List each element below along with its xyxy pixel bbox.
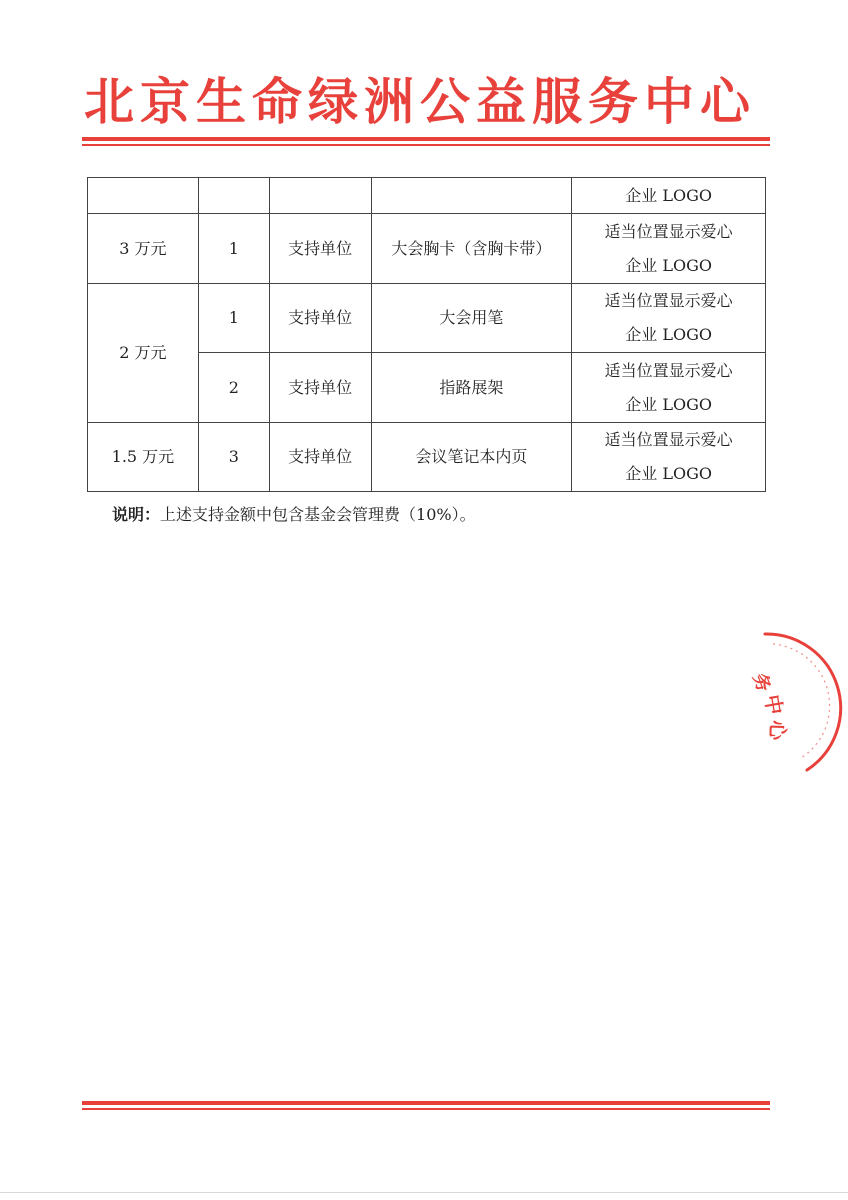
type-cell: 支持单位 [269,214,371,284]
seal-text: 中 [760,692,788,717]
table-row [88,178,766,214]
amount-cell: 1.5 万元 [88,423,199,492]
type-cell [269,178,371,214]
item-cell: 会议笔记本内页 [371,423,572,492]
qty-cell [198,178,269,214]
table-row [88,284,766,353]
note-label: 说明： [112,505,161,524]
letterhead-title: 北京生命绿洲公益服务中心 [84,73,756,131]
amount-cell: 2 万元 [88,284,199,423]
benefit-line: 适当位置显示爱心 [604,291,733,310]
type-cell: 支持单位 [269,353,371,423]
benefit-line: 企业 LOGO [625,464,712,483]
benefit-line: 适当位置显示爱心 [604,430,733,449]
item-cell [371,178,572,214]
letterhead-rule-thick [82,137,770,141]
note-text: 上述支持金额中包含基金会管理费（10%）。 [160,505,476,524]
table-row [88,423,766,492]
qty-cell: 1 [198,284,269,353]
item-cell: 指路展架 [371,353,572,423]
seal-text: 心 [765,719,790,741]
seal-text: 务 [748,670,775,695]
seal-stamp [735,620,845,790]
note [112,502,476,525]
amount-cell: 3 万元 [88,214,199,284]
benefit-line: 适当位置显示爱心 [604,360,733,380]
qty-cell: 1 [198,214,269,284]
qty-cell: 3 [198,423,269,492]
benefit-cell [572,214,766,284]
benefit-cell: 企业 LOGO [572,178,766,214]
benefit-cell [572,284,766,353]
footer-rule-thick [82,1101,770,1105]
item-cell: 大会胸卡（含胸卡带） [371,214,572,284]
amount-cell [88,178,199,214]
benefit-line: 企业 LOGO [625,325,712,344]
scan-edge [0,1192,848,1193]
table-row [88,214,766,284]
benefit-line: 企业 LOGO [625,394,712,414]
letterhead-rule-thin [82,144,770,146]
type-cell: 支持单位 [269,423,371,492]
benefit-line: 企业 LOGO [625,255,712,275]
sponsorship-table [87,177,766,492]
type-cell: 支持单位 [269,284,371,353]
benefit-line: 适当位置显示爱心 [604,221,733,241]
qty-cell: 2 [198,353,269,423]
benefit-cell [572,353,766,423]
item-cell: 大会用笔 [371,284,572,353]
benefit-cell [572,423,766,492]
footer-rule-thin [82,1108,770,1110]
